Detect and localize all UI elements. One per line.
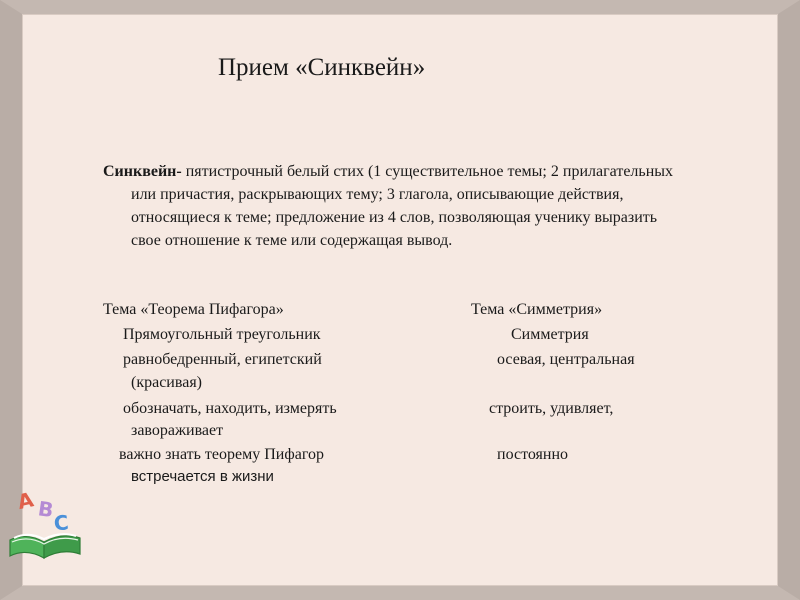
definition-text: пятистрочный белый стих (1 существительное темы; 2 прилагательных или причастия, раскрывающих тему; 3 глагола, описывающие действия, относящиеся к теме; предложение из 4 слов, позволяющая ученику выразить свое отношение к теме или содержащая вывод. bbox=[131, 163, 674, 249]
letter-b: B bbox=[36, 496, 55, 523]
open-book-icon bbox=[10, 534, 80, 558]
slide-title: Прием «Синквейн» bbox=[218, 54, 426, 81]
left-verbs-line: обозначать, находить, измерять bbox=[123, 400, 337, 417]
left-topic-heading: Тема «Теорема Пифагора» bbox=[103, 301, 284, 318]
right-topic-heading: Тема «Симметрия» bbox=[471, 301, 603, 318]
left-sentence-line: важно знать теорему Пифагор bbox=[119, 446, 324, 463]
letter-c: C bbox=[52, 510, 70, 536]
left-noun-line: Прямоугольный треугольник bbox=[123, 326, 321, 343]
right-sentence-line: постоянно bbox=[497, 446, 569, 463]
definition-paragraph bbox=[103, 160, 676, 252]
definition-term: Синквейн- bbox=[103, 163, 182, 180]
abc-book-logo bbox=[4, 486, 86, 564]
right-noun-line: Симметрия bbox=[511, 326, 589, 343]
left-verbs-line-cont: завораживает bbox=[131, 422, 224, 439]
left-adjectives-line: равнобедренный, египетский bbox=[123, 351, 322, 368]
letter-a: A bbox=[15, 487, 36, 515]
left-adjectives-line-cont: (красивая) bbox=[131, 374, 202, 391]
right-verbs-line: строить, удивляет, bbox=[489, 400, 614, 417]
right-adjectives-line: осевая, центральная bbox=[497, 351, 635, 368]
right-sentence-line-cont: встречается в жизни bbox=[131, 468, 274, 485]
